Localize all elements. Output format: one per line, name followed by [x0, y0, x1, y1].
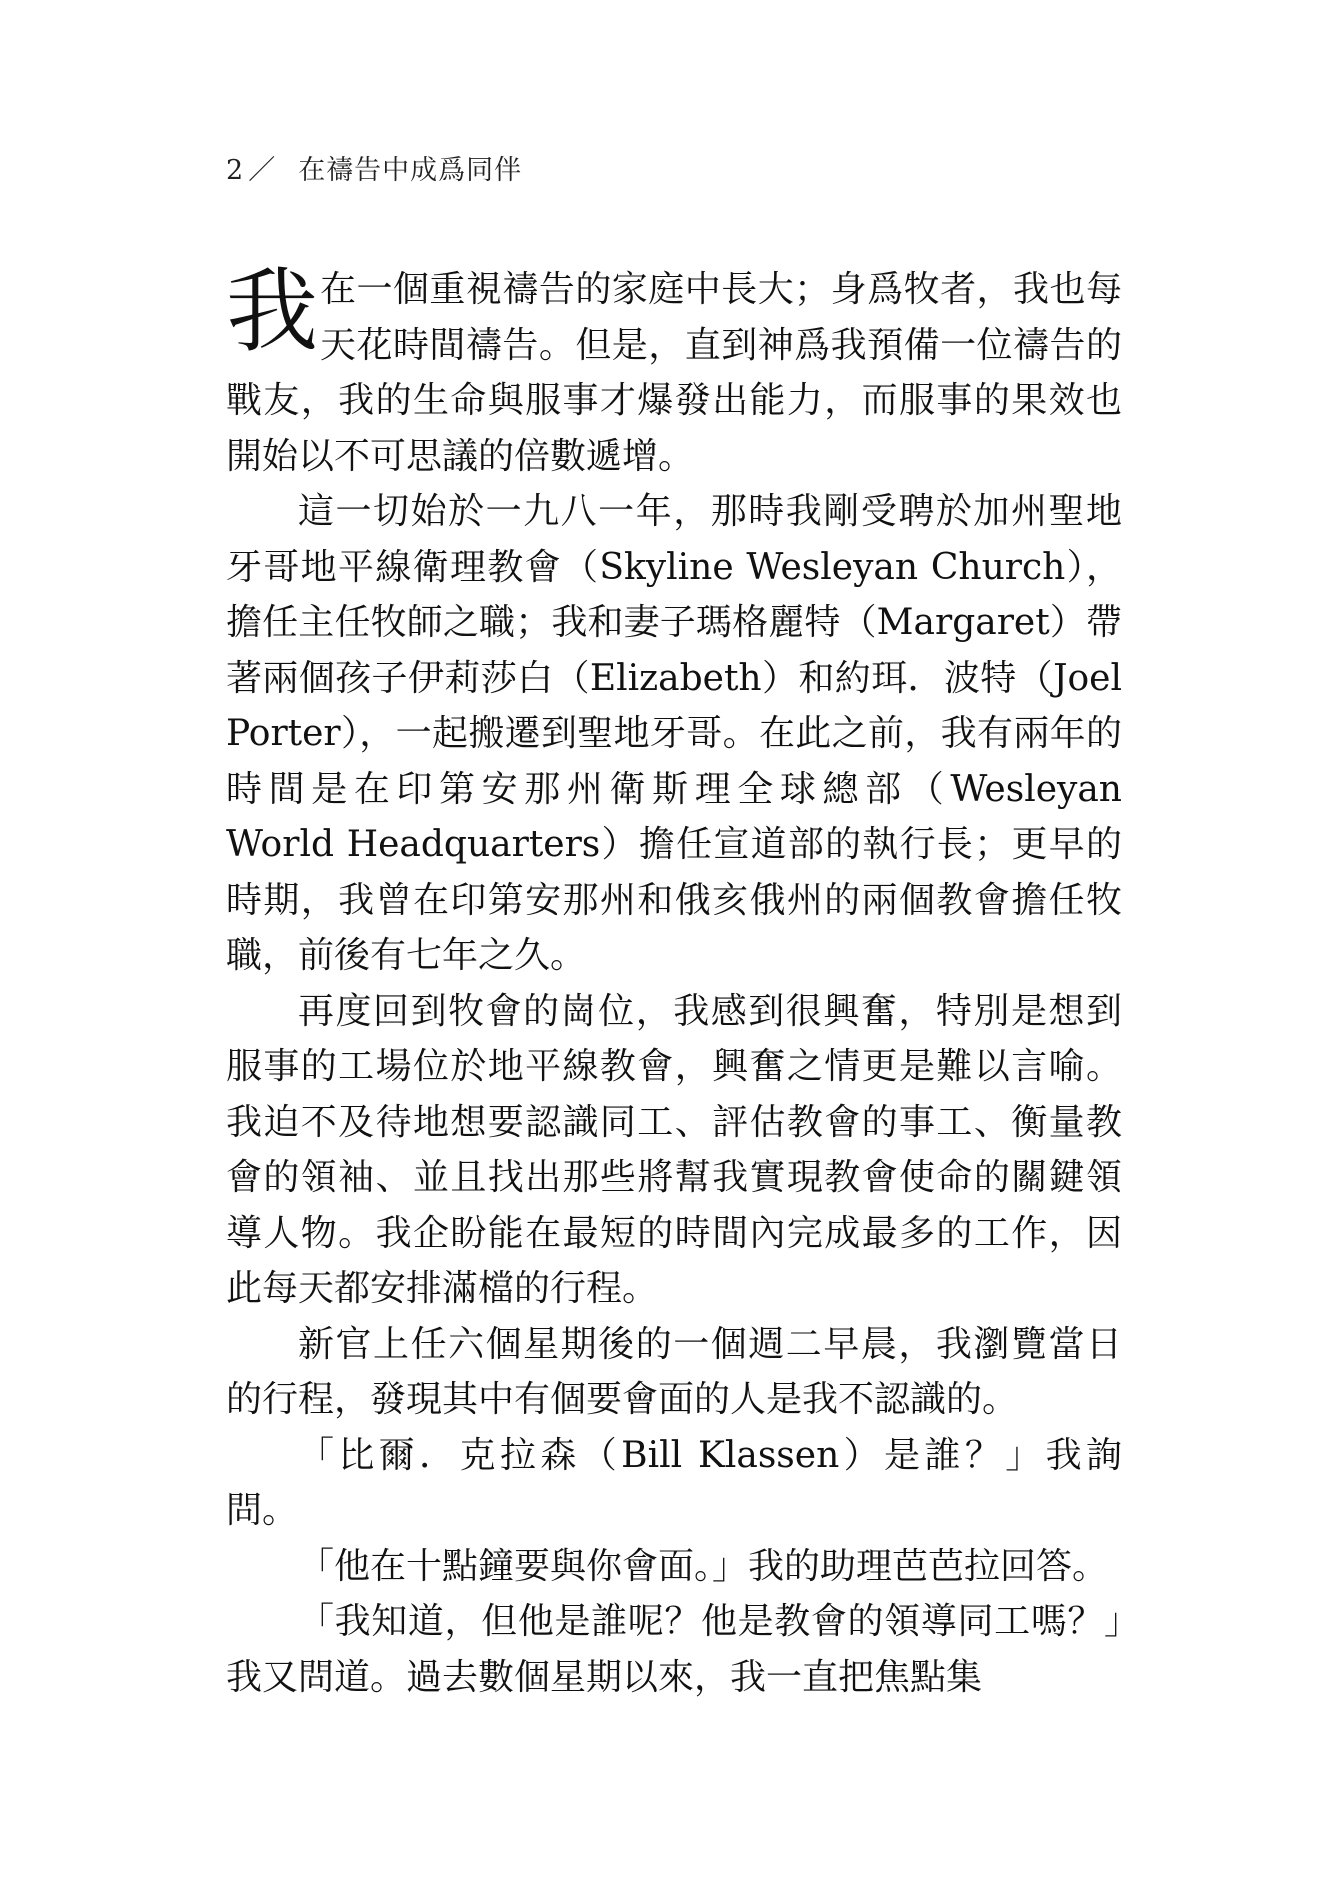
paragraph-4: 新官上任六個星期後的一個週二早晨，我瀏覽當日的行程，發現其中有個要會面的人是我不認識的。: [226, 1323, 1122, 1420]
paragraph-2: 這一切始於一九八一年，那時我剛受聘於加州聖地牙哥地平線衛理教會（Skyline Wesleyan Church），擔任主任牧師之職；我和妻子瑪格麗特（Margaret）帶著兩個孩子伊莉莎白（Elizabeth）和約珥．波特（Joel Porter），一起搬遷到聖地牙哥。在此之前，我有兩年的時間是在印第安那州衛斯理全球總部（Wesleyan World Headquarters）擔任宣道部的執行長；更早的時期，我曾在印第安那州和俄亥俄州的兩個教會擔任牧職，前後有七年之久。: [226, 491, 1122, 976]
header-separator: ／: [248, 155, 277, 186]
paragraph-3: 再度回到牧會的崗位，我感到很興奮，特別是想到服事的工場位於地平線教會，興奮之情更是難以言喻。我迫不及待地想要認識同工、評估教會的事工、衡量教會的領袖、並且找出那些將幫我實現教會使命的關鍵領導人物。我企盼能在最短的時間內完成最多的工作，因此每天都安排滿檔的行程。: [226, 990, 1122, 1309]
paragraph-text: 在一個重視禱告的家庭中長大；身爲牧者，我也每天花時間禱告。但是，直到神爲我預備一位禱告的戰友，我的生命與服事才爆發出能力，而服事的果效也開始以不可思議的倍數遞增。: [226, 269, 1122, 477]
body-text: [226, 258, 1122, 1705]
paragraph-1: [226, 258, 1122, 484]
page-number: 2: [226, 155, 245, 186]
book-title: 在禱告中成爲同伴: [298, 155, 523, 186]
paragraph-5: 「比爾．克拉森（Bill Klassen）是誰？」我詢問。: [226, 1434, 1122, 1531]
running-header: [226, 148, 522, 187]
drop-cap: 我: [226, 258, 319, 365]
paragraph-7: 「我知道，但他是誰呢？他是教會的領導同工嗎？」我又問道。過去數個星期以來，我一直把焦點集: [226, 1601, 1122, 1698]
paragraph-6: 「他在十點鐘要與你會面。」我的助理芭芭拉回答。: [298, 1545, 1109, 1587]
